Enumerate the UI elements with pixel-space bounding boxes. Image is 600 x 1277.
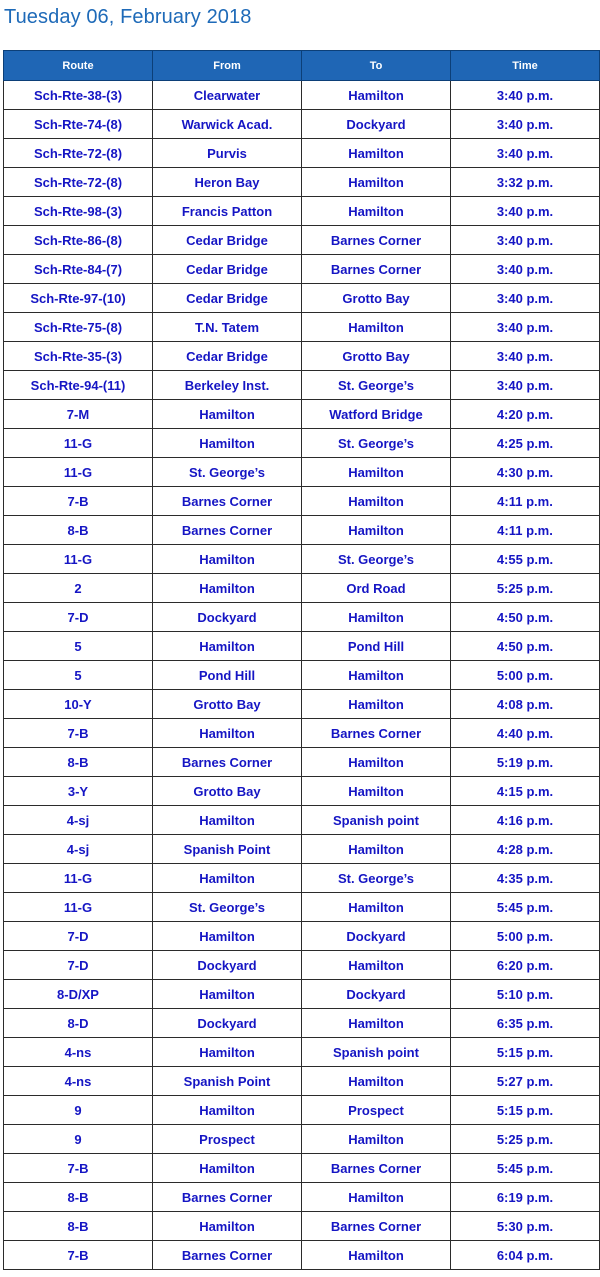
route-cell: 4-sj	[4, 806, 153, 835]
route-cell: 8-D	[4, 1009, 153, 1038]
time-cell: 3:40 p.m.	[451, 371, 600, 400]
route-cell: 8-B	[4, 748, 153, 777]
table-row	[4, 1009, 600, 1038]
route-cell: Sch-Rte-38-(3)	[4, 81, 153, 110]
time-cell: 6:19 p.m.	[451, 1183, 600, 1212]
route-cell: 8-B	[4, 516, 153, 545]
route-cell: Sch-Rte-94-(11)	[4, 371, 153, 400]
to-cell: St. George’s	[302, 864, 451, 893]
from-cell: Hamilton	[153, 400, 302, 429]
from-cell: Hamilton	[153, 1154, 302, 1183]
route-cell: 11-G	[4, 429, 153, 458]
from-cell: Dockyard	[153, 1009, 302, 1038]
from-cell: Barnes Corner	[153, 516, 302, 545]
bus-schedule-table	[3, 50, 600, 1270]
table-row	[4, 516, 600, 545]
time-cell: 3:40 p.m.	[451, 284, 600, 313]
time-cell: 5:10 p.m.	[451, 980, 600, 1009]
time-cell: 3:40 p.m.	[451, 226, 600, 255]
from-cell: Hamilton	[153, 1096, 302, 1125]
from-cell: Hamilton	[153, 864, 302, 893]
time-cell: 4:55 p.m.	[451, 545, 600, 574]
to-cell: Hamilton	[302, 139, 451, 168]
column-header-to: To	[302, 51, 451, 81]
route-cell: 4-ns	[4, 1038, 153, 1067]
route-cell: Sch-Rte-97-(10)	[4, 284, 153, 313]
to-cell: St. George’s	[302, 429, 451, 458]
route-cell: 11-G	[4, 864, 153, 893]
time-cell: 4:50 p.m.	[451, 603, 600, 632]
table-row	[4, 81, 600, 110]
table-row	[4, 1241, 600, 1270]
route-cell: Sch-Rte-75-(8)	[4, 313, 153, 342]
time-cell: 5:27 p.m.	[451, 1067, 600, 1096]
route-cell: 7-D	[4, 603, 153, 632]
route-cell: Sch-Rte-72-(8)	[4, 168, 153, 197]
table-row	[4, 1067, 600, 1096]
time-cell: 4:11 p.m.	[451, 516, 600, 545]
header-row	[4, 51, 600, 81]
time-cell: 3:40 p.m.	[451, 342, 600, 371]
to-cell: Hamilton	[302, 487, 451, 516]
from-cell: Dockyard	[153, 603, 302, 632]
from-cell: Prospect	[153, 1125, 302, 1154]
time-cell: 4:40 p.m.	[451, 719, 600, 748]
from-cell: Cedar Bridge	[153, 284, 302, 313]
to-cell: Hamilton	[302, 893, 451, 922]
from-cell: Barnes Corner	[153, 487, 302, 516]
route-cell: 11-G	[4, 458, 153, 487]
from-cell: Heron Bay	[153, 168, 302, 197]
route-cell: 5	[4, 661, 153, 690]
route-cell: 8-B	[4, 1212, 153, 1241]
route-cell: 7-D	[4, 922, 153, 951]
to-cell: Hamilton	[302, 603, 451, 632]
time-cell: 5:25 p.m.	[451, 574, 600, 603]
time-cell: 3:40 p.m.	[451, 110, 600, 139]
route-cell: 7-B	[4, 1241, 153, 1270]
route-cell: 3-Y	[4, 777, 153, 806]
time-cell: 5:45 p.m.	[451, 1154, 600, 1183]
time-cell: 5:19 p.m.	[451, 748, 600, 777]
time-cell: 5:15 p.m.	[451, 1038, 600, 1067]
table-row	[4, 690, 600, 719]
to-cell: Barnes Corner	[302, 719, 451, 748]
to-cell: Hamilton	[302, 168, 451, 197]
to-cell: Hamilton	[302, 1009, 451, 1038]
from-cell: Barnes Corner	[153, 1183, 302, 1212]
to-cell: Hamilton	[302, 516, 451, 545]
table-row	[4, 226, 600, 255]
route-cell: Sch-Rte-84-(7)	[4, 255, 153, 284]
route-cell: 11-G	[4, 893, 153, 922]
time-cell: 3:40 p.m.	[451, 197, 600, 226]
table-row	[4, 1154, 600, 1183]
from-cell: Francis Patton	[153, 197, 302, 226]
from-cell: St. George’s	[153, 893, 302, 922]
from-cell: Hamilton	[153, 429, 302, 458]
table-row	[4, 719, 600, 748]
from-cell: Barnes Corner	[153, 748, 302, 777]
column-header-time: Time	[451, 51, 600, 81]
time-cell: 6:35 p.m.	[451, 1009, 600, 1038]
to-cell: Ord Road	[302, 574, 451, 603]
time-cell: 6:20 p.m.	[451, 951, 600, 980]
time-cell: 4:35 p.m.	[451, 864, 600, 893]
to-cell: Hamilton	[302, 313, 451, 342]
table-row	[4, 197, 600, 226]
to-cell: Dockyard	[302, 110, 451, 139]
to-cell: Watford Bridge	[302, 400, 451, 429]
route-cell: 7-B	[4, 1154, 153, 1183]
time-cell: 3:40 p.m.	[451, 255, 600, 284]
time-cell: 3:40 p.m.	[451, 81, 600, 110]
time-cell: 4:15 p.m.	[451, 777, 600, 806]
table-row	[4, 545, 600, 574]
time-cell: 4:20 p.m.	[451, 400, 600, 429]
to-cell: Hamilton	[302, 1067, 451, 1096]
time-cell: 3:40 p.m.	[451, 313, 600, 342]
time-cell: 3:32 p.m.	[451, 168, 600, 197]
time-cell: 3:40 p.m.	[451, 139, 600, 168]
from-cell: St. George’s	[153, 458, 302, 487]
time-cell: 5:30 p.m.	[451, 1212, 600, 1241]
table-row	[4, 574, 600, 603]
route-cell: 8-B	[4, 1183, 153, 1212]
from-cell: Hamilton	[153, 574, 302, 603]
table-row	[4, 748, 600, 777]
table-row	[4, 632, 600, 661]
to-cell: Hamilton	[302, 835, 451, 864]
table-row	[4, 1096, 600, 1125]
to-cell: Pond Hill	[302, 632, 451, 661]
from-cell: Grotto Bay	[153, 690, 302, 719]
table-row	[4, 1125, 600, 1154]
to-cell: Grotto Bay	[302, 284, 451, 313]
route-cell: Sch-Rte-35-(3)	[4, 342, 153, 371]
column-header-route: Route	[4, 51, 153, 81]
table-row	[4, 1212, 600, 1241]
route-cell: 2	[4, 574, 153, 603]
table-row	[4, 487, 600, 516]
route-cell: Sch-Rte-74-(8)	[4, 110, 153, 139]
to-cell: Grotto Bay	[302, 342, 451, 371]
route-cell: 7-M	[4, 400, 153, 429]
to-cell: Hamilton	[302, 197, 451, 226]
from-cell: Spanish Point	[153, 835, 302, 864]
table-row	[4, 777, 600, 806]
to-cell: Spanish point	[302, 1038, 451, 1067]
to-cell: Hamilton	[302, 458, 451, 487]
from-cell: Purvis	[153, 139, 302, 168]
to-cell: Hamilton	[302, 661, 451, 690]
from-cell: Berkeley Inst.	[153, 371, 302, 400]
from-cell: Hamilton	[153, 632, 302, 661]
route-cell: 7-B	[4, 487, 153, 516]
to-cell: Hamilton	[302, 1183, 451, 1212]
route-cell: 7-D	[4, 951, 153, 980]
table-row	[4, 603, 600, 632]
table-header	[4, 51, 600, 81]
time-cell: 4:16 p.m.	[451, 806, 600, 835]
time-cell: 4:11 p.m.	[451, 487, 600, 516]
table-row	[4, 806, 600, 835]
table-row	[4, 255, 600, 284]
table-row	[4, 1038, 600, 1067]
route-cell: 9	[4, 1096, 153, 1125]
table-row	[4, 893, 600, 922]
to-cell: Hamilton	[302, 777, 451, 806]
from-cell: Hamilton	[153, 922, 302, 951]
page-title: Tuesday 06, February 2018	[4, 6, 252, 28]
table-row	[4, 342, 600, 371]
route-cell: 10-Y	[4, 690, 153, 719]
table-row	[4, 371, 600, 400]
to-cell: Spanish point	[302, 806, 451, 835]
time-cell: 6:04 p.m.	[451, 1241, 600, 1270]
from-cell: Cedar Bridge	[153, 255, 302, 284]
to-cell: St. George’s	[302, 371, 451, 400]
to-cell: Barnes Corner	[302, 226, 451, 255]
route-cell: 8-D/XP	[4, 980, 153, 1009]
from-cell: Clearwater	[153, 81, 302, 110]
table-row	[4, 458, 600, 487]
from-cell: T.N. Tatem	[153, 313, 302, 342]
table-row	[4, 400, 600, 429]
to-cell: Hamilton	[302, 1125, 451, 1154]
route-cell: Sch-Rte-72-(8)	[4, 139, 153, 168]
route-cell: 7-B	[4, 719, 153, 748]
table-row	[4, 168, 600, 197]
route-cell: 5	[4, 632, 153, 661]
to-cell: Barnes Corner	[302, 255, 451, 284]
table-body	[4, 81, 600, 1270]
table-row	[4, 313, 600, 342]
from-cell: Hamilton	[153, 1038, 302, 1067]
time-cell: 5:00 p.m.	[451, 922, 600, 951]
to-cell: Hamilton	[302, 81, 451, 110]
from-cell: Grotto Bay	[153, 777, 302, 806]
time-cell: 5:00 p.m.	[451, 661, 600, 690]
table-row	[4, 835, 600, 864]
table-row	[4, 139, 600, 168]
time-cell: 5:25 p.m.	[451, 1125, 600, 1154]
from-cell: Dockyard	[153, 951, 302, 980]
table-row	[4, 922, 600, 951]
time-cell: 4:25 p.m.	[451, 429, 600, 458]
route-cell: Sch-Rte-86-(8)	[4, 226, 153, 255]
to-cell: Dockyard	[302, 980, 451, 1009]
to-cell: Hamilton	[302, 748, 451, 777]
from-cell: Hamilton	[153, 980, 302, 1009]
from-cell: Barnes Corner	[153, 1241, 302, 1270]
to-cell: Barnes Corner	[302, 1154, 451, 1183]
table-row	[4, 429, 600, 458]
from-cell: Warwick Acad.	[153, 110, 302, 139]
to-cell: Hamilton	[302, 690, 451, 719]
from-cell: Spanish Point	[153, 1067, 302, 1096]
time-cell: 4:08 p.m.	[451, 690, 600, 719]
to-cell: Barnes Corner	[302, 1212, 451, 1241]
time-cell: 4:50 p.m.	[451, 632, 600, 661]
table-row	[4, 110, 600, 139]
to-cell: Hamilton	[302, 951, 451, 980]
route-cell: 4-sj	[4, 835, 153, 864]
table-row	[4, 980, 600, 1009]
table-row	[4, 284, 600, 313]
to-cell: Prospect	[302, 1096, 451, 1125]
from-cell: Cedar Bridge	[153, 342, 302, 371]
route-cell: 9	[4, 1125, 153, 1154]
table-row	[4, 864, 600, 893]
to-cell: Dockyard	[302, 922, 451, 951]
route-cell: Sch-Rte-98-(3)	[4, 197, 153, 226]
time-cell: 4:30 p.m.	[451, 458, 600, 487]
time-cell: 4:28 p.m.	[451, 835, 600, 864]
from-cell: Cedar Bridge	[153, 226, 302, 255]
from-cell: Hamilton	[153, 806, 302, 835]
from-cell: Hamilton	[153, 545, 302, 574]
route-cell: 4-ns	[4, 1067, 153, 1096]
from-cell: Hamilton	[153, 719, 302, 748]
to-cell: Hamilton	[302, 1241, 451, 1270]
route-cell: 11-G	[4, 545, 153, 574]
time-cell: 5:45 p.m.	[451, 893, 600, 922]
table-row	[4, 1183, 600, 1212]
table-row	[4, 951, 600, 980]
time-cell: 5:15 p.m.	[451, 1096, 600, 1125]
column-header-from: From	[153, 51, 302, 81]
table-row	[4, 661, 600, 690]
from-cell: Hamilton	[153, 1212, 302, 1241]
from-cell: Pond Hill	[153, 661, 302, 690]
to-cell: St. George’s	[302, 545, 451, 574]
